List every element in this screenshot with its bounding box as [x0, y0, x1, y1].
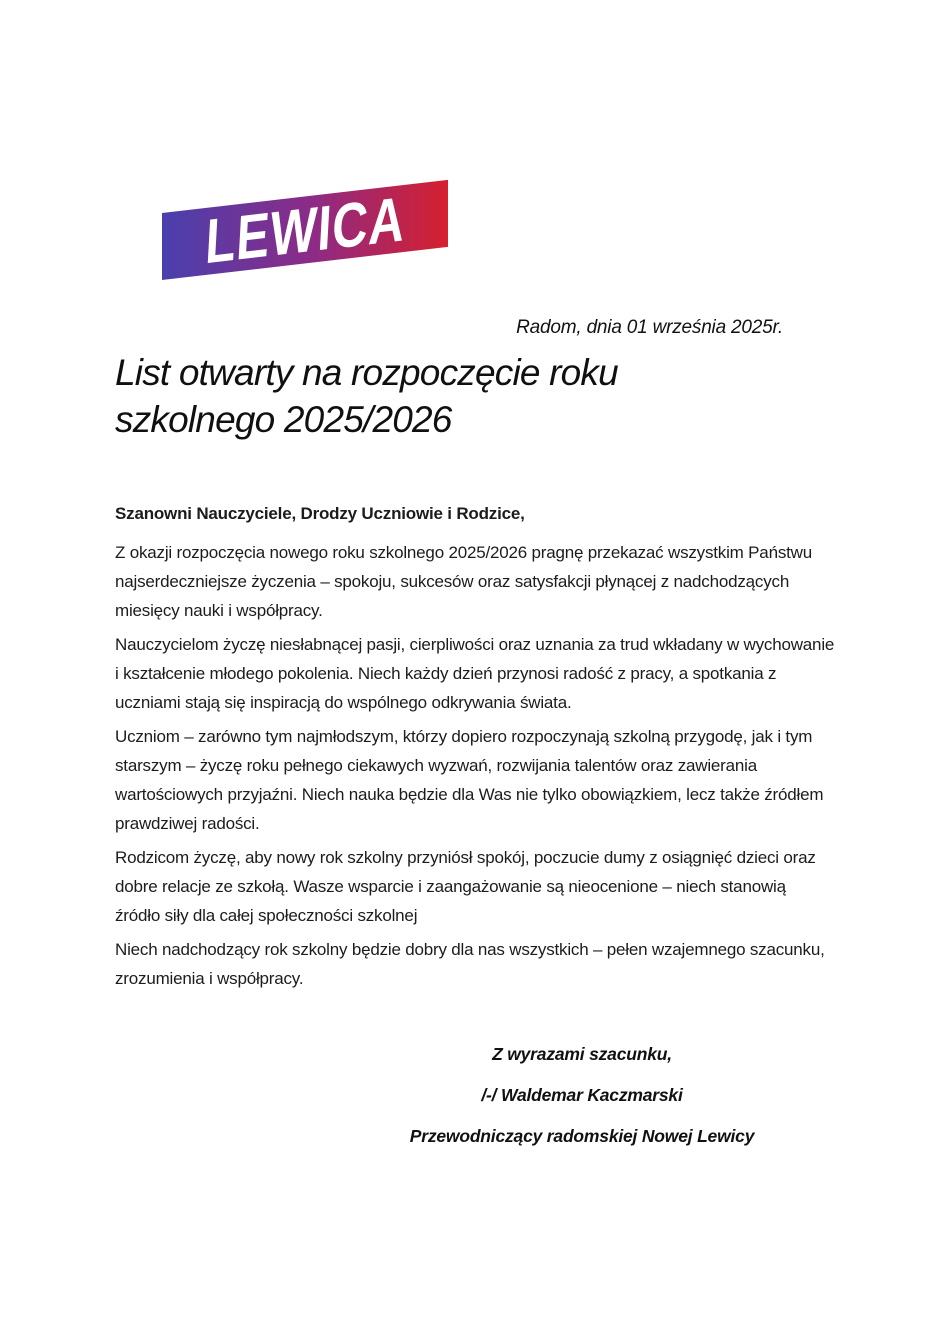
paragraph-1: Z okazji rozpoczęcia nowego roku szkolnego 2025/2026 pragnę przekazać wszystkim Państwu najserdeczniejsze życzenia – spokoju, sukcesów oraz satysfakcji płynącej z nadchodzących miesięcy nauki i współpracy.	[115, 543, 812, 620]
signature-block	[329, 1045, 835, 1146]
letter-title: List otwarty na rozpoczęcie roku szkolnego 2025/2026	[115, 352, 618, 440]
signature-name: /-/ Waldemar Kaczmarski	[481, 1085, 683, 1105]
lewica-logo-text: LEWICA	[203, 182, 407, 277]
signature-role: Przewodniczący radomskiej Nowej Lewicy	[409, 1126, 755, 1146]
salutation: Szanowni Nauczyciele, Drodzy Uczniowie i Rodzice,	[115, 504, 525, 523]
lewica-logo	[162, 182, 448, 285]
dateline: Radom, dnia 01 września 2025r.	[516, 317, 783, 338]
paragraph-2: Nauczycielom życzę niesłabnącej pasji, cierpliwości oraz uznania za trud wkładany w wychowanie i kształcenie młodego pokolenia. Niech każdy dzień przynosi radość z pracy, a spotkania z uczniami stają się inspiracją do wspólnego odkrywania świata.	[115, 635, 835, 712]
lewica-logo-banner	[162, 180, 448, 280]
paragraph-3: Uczniom – zarówno tym najmłodszym, którzy dopiero rozpoczynają szkolną przygodę, jak i tym starszym – życzę roku pełnego ciekawych wyzwań, rozwijania talentów oraz zawierania wartościowych przyjaźni. Niech nauka będzie dla Was nie tylko obowiązkiem, lecz także źródłem prawdziwej radości.	[115, 727, 824, 833]
signature-closing: Z wyrazami szacunku,	[492, 1044, 672, 1064]
paragraph-4: Rodzicom życzę, aby nowy rok szkolny przyniósł spokój, poczucie dumy z osiągnięć dzieci oraz dobre relacje ze szkołą. Wasze wsparcie i zaangażowanie są nieocenione – niech stanowią źródło siły dla całej społeczności szkolnej	[115, 848, 816, 925]
paragraph-5: Niech nadchodzący rok szkolny będzie dobry dla nas wszystkich – pełen wzajemnego szacunku, zrozumienia i współpracy.	[115, 940, 825, 988]
